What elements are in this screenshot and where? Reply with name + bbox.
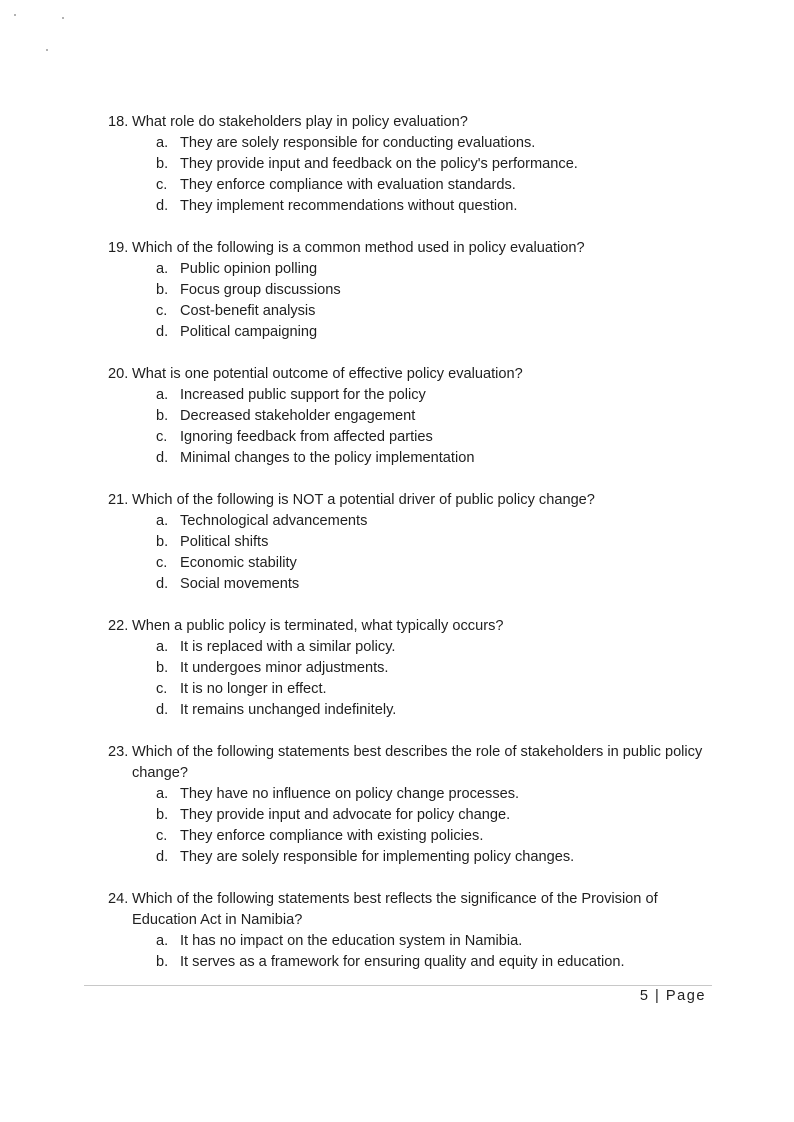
- answer-option: [108, 280, 708, 301]
- answer-option: [108, 175, 708, 196]
- answer-option: [108, 700, 708, 721]
- answer-options: [108, 259, 708, 343]
- question-stem: [108, 364, 708, 385]
- option-letter: b.: [156, 807, 169, 823]
- question-text: Which of the following statements best reflects the significance of the Provision of Education Act in Namibia?: [132, 891, 658, 928]
- option-text: Minimal changes to the policy implementation: [180, 450, 475, 466]
- option-letter: a.: [156, 513, 169, 529]
- answer-option: [108, 826, 708, 847]
- answer-option: [108, 679, 708, 700]
- question-stem: [108, 742, 708, 784]
- option-text: It is replaced with a similar policy.: [180, 639, 396, 655]
- answer-option: [108, 427, 708, 448]
- question-number: 20.: [108, 366, 129, 382]
- question-text: Which of the following statements best describes the role of stakeholders in public policy change?: [132, 744, 703, 781]
- option-letter: a.: [156, 786, 169, 802]
- option-text: They provide input and advocate for policy change.: [180, 807, 511, 823]
- answer-option: [108, 322, 708, 343]
- scan-speck: [14, 14, 16, 16]
- answer-option: [108, 847, 708, 868]
- question-item: [108, 238, 708, 343]
- question-number: 18.: [108, 114, 129, 130]
- option-letter: a.: [156, 639, 169, 655]
- option-letter: c.: [156, 681, 168, 697]
- answer-options: [108, 385, 708, 469]
- option-text: It is no longer in effect.: [180, 681, 327, 697]
- question-item: [108, 112, 708, 217]
- option-letter: c.: [156, 429, 168, 445]
- question-stem: [108, 616, 708, 637]
- option-text: It has no impact on the education system in Namibia.: [180, 933, 523, 949]
- answer-option: [108, 532, 708, 553]
- option-text: Focus group discussions: [180, 282, 341, 298]
- option-letter: d.: [156, 849, 169, 865]
- option-letter: d.: [156, 198, 169, 214]
- option-text: They are solely responsible for conducting evaluations.: [180, 135, 536, 151]
- question-list: [108, 112, 708, 994]
- answer-option: [108, 952, 708, 973]
- option-letter: d.: [156, 576, 169, 592]
- option-letter: a.: [156, 261, 169, 277]
- option-letter: b.: [156, 282, 169, 298]
- option-text: Political campaigning: [180, 324, 318, 340]
- option-text: Public opinion polling: [180, 261, 318, 277]
- question-item: [108, 742, 708, 868]
- answer-option: [108, 196, 708, 217]
- answer-option: [108, 931, 708, 952]
- question-item: [108, 889, 708, 973]
- answer-option: [108, 784, 708, 805]
- question-item: [108, 490, 708, 595]
- option-text: Social movements: [180, 576, 300, 592]
- question-stem: [108, 490, 708, 511]
- question-number: 24.: [108, 891, 129, 907]
- option-text: Decreased stakeholder engagement: [180, 408, 416, 424]
- scan-speck: [62, 17, 64, 19]
- answer-option: [108, 259, 708, 280]
- answer-options: [108, 637, 708, 721]
- answer-option: [108, 385, 708, 406]
- option-letter: b.: [156, 660, 169, 676]
- option-letter: a.: [156, 933, 169, 949]
- question-number: 23.: [108, 744, 129, 760]
- option-text: They provide input and feedback on the policy's performance.: [180, 156, 578, 172]
- answer-option: [108, 805, 708, 826]
- option-text: It serves as a framework for ensuring quality and equity in education.: [180, 954, 625, 970]
- question-stem: [108, 238, 708, 259]
- option-letter: b.: [156, 408, 169, 424]
- option-text: They implement recommendations without question.: [180, 198, 518, 214]
- option-text: Ignoring feedback from affected parties: [180, 429, 433, 445]
- option-letter: b.: [156, 156, 169, 172]
- page-number: 5 | Page: [639, 988, 706, 1004]
- option-letter: b.: [156, 954, 169, 970]
- answer-option: [108, 406, 708, 427]
- question-text: When a public policy is terminated, what typically occurs?: [132, 618, 504, 634]
- answer-option: [108, 658, 708, 679]
- option-text: They enforce compliance with evaluation standards.: [180, 177, 516, 193]
- question-stem: [108, 112, 708, 133]
- option-letter: c.: [156, 828, 168, 844]
- scan-speck: [46, 49, 48, 51]
- question-text: Which of the following is NOT a potential driver of public policy change?: [132, 492, 595, 508]
- answer-options: [108, 931, 708, 973]
- question-number: 19.: [108, 240, 129, 256]
- option-letter: d.: [156, 702, 169, 718]
- answer-option: [108, 511, 708, 532]
- question-number: 21.: [108, 492, 129, 508]
- option-letter: d.: [156, 450, 169, 466]
- option-text: Cost-benefit analysis: [180, 303, 316, 319]
- answer-options: [108, 784, 708, 868]
- option-letter: c.: [156, 303, 168, 319]
- option-text: Increased public support for the policy: [180, 387, 426, 403]
- question-item: [108, 616, 708, 721]
- option-letter: c.: [156, 177, 168, 193]
- option-letter: b.: [156, 534, 169, 550]
- question-item: [108, 364, 708, 469]
- option-text: It undergoes minor adjustments.: [180, 660, 389, 676]
- question-text: What role do stakeholders play in policy evaluation?: [132, 114, 468, 130]
- option-text: They enforce compliance with existing policies.: [180, 828, 484, 844]
- option-letter: a.: [156, 387, 169, 403]
- answer-option: [108, 637, 708, 658]
- option-letter: a.: [156, 135, 169, 151]
- footer-divider: [84, 985, 712, 986]
- option-letter: c.: [156, 555, 168, 571]
- option-text: Political shifts: [180, 534, 269, 550]
- answer-option: [108, 448, 708, 469]
- answer-options: [108, 511, 708, 595]
- question-number: 22.: [108, 618, 129, 634]
- question-stem: [108, 889, 708, 931]
- answer-option: [108, 301, 708, 322]
- option-text: They are solely responsible for implementing policy changes.: [180, 849, 575, 865]
- answer-option: [108, 553, 708, 574]
- answer-option: [108, 574, 708, 595]
- answer-option: [108, 133, 708, 154]
- option-text: They have no influence on policy change processes.: [180, 786, 520, 802]
- question-text: What is one potential outcome of effective policy evaluation?: [132, 366, 523, 382]
- answer-option: [108, 154, 708, 175]
- answer-options: [108, 133, 708, 217]
- option-text: Technological advancements: [180, 513, 368, 529]
- option-text: Economic stability: [180, 555, 297, 571]
- option-letter: d.: [156, 324, 169, 340]
- question-text: Which of the following is a common method used in policy evaluation?: [132, 240, 585, 256]
- option-text: It remains unchanged indefinitely.: [180, 702, 397, 718]
